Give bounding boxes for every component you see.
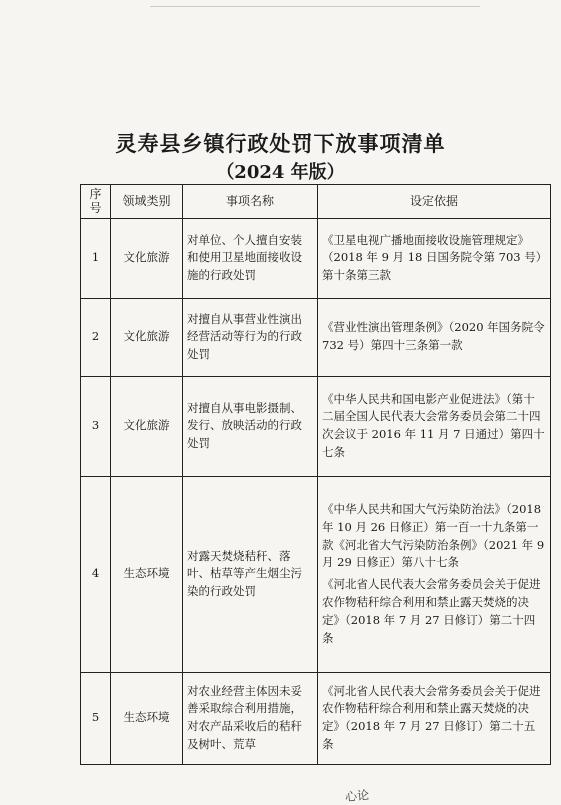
row-basis: [318, 476, 551, 672]
column-header-name: 事项名称: [183, 185, 318, 219]
row-index: 2: [81, 298, 111, 376]
bleed-through-lines: [150, 6, 480, 27]
row-category: 生态环境: [111, 672, 183, 764]
basis-paragraph: 《河北省人民代表大会常务委员会关于促进农作物秸秆综合利用和禁止露天焚烧的决定》（2018 年 7 月 27 日修订）第二十五条: [322, 683, 541, 752]
row-index: 3: [81, 376, 111, 476]
column-header-index: 序号: [81, 185, 111, 219]
row-item-name: 对露天焚烧秸秆、落叶、枯草等产生烟尘污染的行政处罚: [183, 476, 318, 672]
penalty-items-table: [80, 184, 551, 765]
table-row: [81, 672, 551, 764]
table-row: [81, 218, 551, 298]
document-subtitle: （2024 年版）: [216, 162, 345, 183]
column-header-basis: 设定依据: [318, 185, 551, 219]
row-category: 文化旅游: [111, 376, 183, 476]
table-header-row: [81, 185, 551, 219]
table-row: [81, 298, 551, 376]
row-basis: [318, 672, 551, 764]
basis-paragraph: 《营业性演出管理条例》（2020 年国务院令 732 号）第四十三条第一款: [322, 320, 545, 353]
row-index: 5: [81, 672, 111, 764]
handwritten-mark: 心论: [344, 787, 370, 805]
table-row: [81, 376, 551, 476]
row-item-name: 对擅自从事电影摄制、发行、放映活动的行政处罚: [183, 376, 318, 476]
basis-paragraph: 《中华人民共和国大气污染防治法》（2018 年 10 月 26 日修正）第一百一十九条第一款《河北省大气污染防治条例》（2021 年 9 月 29 日修正）第八十七条: [322, 502, 545, 570]
basis-paragraph: 《中华人民共和国电影产业促进法》（第十二届全国人民代表大会常务委员会第二十四次会议于 2016 年 11 月 7 日通过）第四十七条: [322, 391, 545, 460]
row-item-name: 对农业经营主体因未妥善采取综合利用措施，对农产品采收后的秸秆及树叶、荒草: [183, 672, 318, 764]
row-index: 1: [81, 218, 111, 298]
table-row: [81, 476, 551, 672]
row-item-name: 对擅自从事营业性演出经营活动等行为的行政处罚: [183, 298, 318, 376]
row-basis: [318, 298, 551, 376]
row-category: 文化旅游: [111, 218, 183, 298]
row-category: 生态环境: [111, 476, 183, 672]
row-item-name: 对单位、个人擅自安装和使用卫星地面接收设施的行政处罚: [183, 218, 318, 298]
column-header-category: 领域类别: [111, 185, 183, 219]
row-basis: [318, 376, 551, 476]
document-title: 灵寿县乡镇行政处罚下放事项清单: [115, 131, 446, 156]
basis-paragraph: 《卫星电视广播地面接收设施管理规定》（2018 年 9 月 18 日国务院令第 703 号）第十条第三款: [322, 232, 542, 283]
row-category: 文化旅游: [111, 298, 183, 376]
row-index: 4: [81, 476, 111, 672]
row-basis: [318, 218, 551, 298]
basis-paragraph: 《河北省人民代表大会常务委员会关于促进农作物秸秆综合利用和禁止露天焚烧的决定》（2018 年 7 月 27 日修订）第二十四条: [322, 577, 541, 645]
